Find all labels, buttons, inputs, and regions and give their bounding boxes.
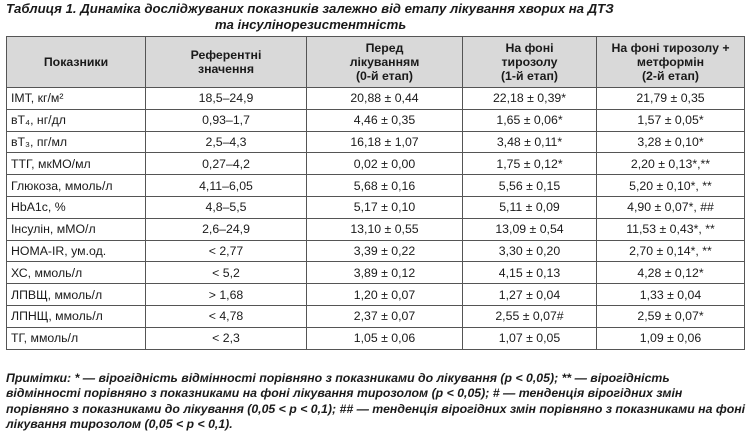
value-cell: 4,28 ± 0,12* (597, 262, 745, 284)
value-cell: 3,39 ± 0,22 (307, 240, 463, 262)
table-caption (6, 1, 745, 33)
table-row (7, 88, 745, 110)
column-header-line: На фоні (505, 41, 554, 55)
table-row (7, 327, 745, 349)
value-cell: 4,15 ± 0,13 (463, 262, 597, 284)
table-row (7, 131, 745, 153)
column-header-line: метформін (636, 55, 705, 69)
table-row (7, 305, 745, 327)
table-row (7, 262, 745, 284)
indicator-name-cell: ХС, ммоль/л (7, 262, 146, 284)
value-cell: 2,5–4,3 (146, 131, 307, 153)
value-cell: 0,27–4,2 (146, 153, 307, 175)
table-row (7, 153, 745, 175)
value-cell: 4,8–5,5 (146, 196, 307, 218)
value-cell: 5,11 ± 0,09 (463, 196, 597, 218)
caption-line-1: Таблиця 1. Динаміка досліджуваних показників залежно від етапу лікування хворих на ДТЗ (6, 1, 614, 16)
value-cell: 1,75 ± 0,12* (463, 153, 597, 175)
column-header-line: (1-й етап) (500, 69, 559, 83)
value-cell: 13,10 ± 0,55 (307, 218, 463, 240)
table-row (7, 109, 745, 131)
column-header-line: Референтні (190, 48, 262, 62)
value-cell: < 4,78 (146, 305, 307, 327)
value-cell: < 2,3 (146, 327, 307, 349)
value-cell: 22,18 ± 0,39* (463, 88, 597, 110)
value-cell: 11,53 ± 0,43*, ** (597, 218, 745, 240)
table-row (7, 284, 745, 306)
value-cell: 1,57 ± 0,05* (597, 109, 745, 131)
value-cell: 4,90 ± 0,07*, ## (597, 196, 745, 218)
value-cell: < 5,2 (146, 262, 307, 284)
value-cell: 3,30 ± 0,20 (463, 240, 597, 262)
indicator-name-cell: вТ₄, нг/дл (7, 109, 146, 131)
value-cell: 16,18 ± 1,07 (307, 131, 463, 153)
value-cell: 2,6–24,9 (146, 218, 307, 240)
value-cell: 1,65 ± 0,06* (463, 109, 597, 131)
indicator-name-cell: ТТГ, мкМО/мл (7, 153, 146, 175)
indicator-name-cell: HbA1c, % (7, 196, 146, 218)
value-cell: 20,88 ± 0,44 (307, 88, 463, 110)
value-cell: 3,48 ± 0,11* (463, 131, 597, 153)
value-cell: 5,56 ± 0,15 (463, 175, 597, 197)
indicator-name-cell: Глюкоза, ммоль/л (7, 175, 146, 197)
value-cell: 4,11–6,05 (146, 175, 307, 197)
column-header-line: тирозолу (501, 55, 558, 69)
indicator-name-cell: ТГ, ммоль/л (7, 327, 146, 349)
value-cell: 1,07 ± 0,05 (463, 327, 597, 349)
column-header-line: значення (197, 62, 255, 76)
value-cell: 2,37 ± 0,07 (307, 305, 463, 327)
column-header-line: лікуванням (349, 55, 420, 69)
column-header-line: На фоні тирозолу + (611, 41, 730, 55)
value-cell: 2,59 ± 0,07* (597, 305, 745, 327)
column-header-line: (0-й етап) (355, 69, 414, 83)
indicator-name-cell: IMT, кг/м² (7, 88, 146, 110)
value-cell: 5,68 ± 0,16 (307, 175, 463, 197)
column-header-2 (307, 37, 463, 88)
value-cell: 3,89 ± 0,12 (307, 262, 463, 284)
value-cell: 1,09 ± 0,06 (597, 327, 745, 349)
table-row (7, 196, 745, 218)
value-cell: 2,70 ± 0,14*, ** (597, 240, 745, 262)
indicator-name-cell: ЛПВЩ, ммоль/л (7, 284, 146, 306)
value-cell: 5,17 ± 0,10 (307, 196, 463, 218)
value-cell: 1,33 ± 0,04 (597, 284, 745, 306)
value-cell: 13,09 ± 0,54 (463, 218, 597, 240)
table-row (7, 240, 745, 262)
value-cell: 0,93–1,7 (146, 109, 307, 131)
column-header-3 (463, 37, 597, 88)
value-cell: 1,20 ± 0,07 (307, 284, 463, 306)
value-cell: 4,46 ± 0,35 (307, 109, 463, 131)
column-header-1 (146, 37, 307, 88)
value-cell: 1,27 ± 0,04 (463, 284, 597, 306)
column-header-line: Показники (43, 55, 109, 69)
value-cell: > 1,68 (146, 284, 307, 306)
value-cell: 21,79 ± 0,35 (597, 88, 745, 110)
table-notes: Примітки: * — вірогідність відмінності порівняно з показниками до лікування (р < 0,05); ** — вірогідність відмінності порівняно з показниками на фоні лікування тирозолом (р < 0,05); # — тенденція вірогідних змін порівняно з показниками до лікування (0,05 < р < 0,1); ## — тенденція вірогідних змін порівняно з показниками на фоні лікування тирозолом (0,05 < р < 0,1). (6, 371, 746, 432)
indicator-name-cell: Інсулін, мМО/л (7, 218, 146, 240)
value-cell: 0,02 ± 0,00 (307, 153, 463, 175)
column-header-line: Перед (365, 41, 404, 55)
table-row (7, 218, 745, 240)
table-row (7, 175, 745, 197)
value-cell: 2,55 ± 0,07# (463, 305, 597, 327)
value-cell: 18,5–24,9 (146, 88, 307, 110)
value-cell: < 2,77 (146, 240, 307, 262)
value-cell: 1,05 ± 0,06 (307, 327, 463, 349)
table-header-row (7, 37, 745, 88)
indicator-name-cell: HOMA-IR, ум.од. (7, 240, 146, 262)
indicators-table (6, 36, 745, 350)
table-body (7, 88, 745, 350)
value-cell: 3,28 ± 0,10* (597, 131, 745, 153)
column-header-4 (597, 37, 745, 88)
caption-line-2: та інсулінорезистентність (214, 17, 407, 32)
indicator-name-cell: ЛПНЩ, ммоль/л (7, 305, 146, 327)
value-cell: 5,20 ± 0,10*, ** (597, 175, 745, 197)
column-header-0 (7, 37, 146, 88)
indicator-name-cell: вТ₃, пг/мл (7, 131, 146, 153)
value-cell: 2,20 ± 0,13*,** (597, 153, 745, 175)
column-header-line: (2-й етап) (641, 69, 700, 83)
